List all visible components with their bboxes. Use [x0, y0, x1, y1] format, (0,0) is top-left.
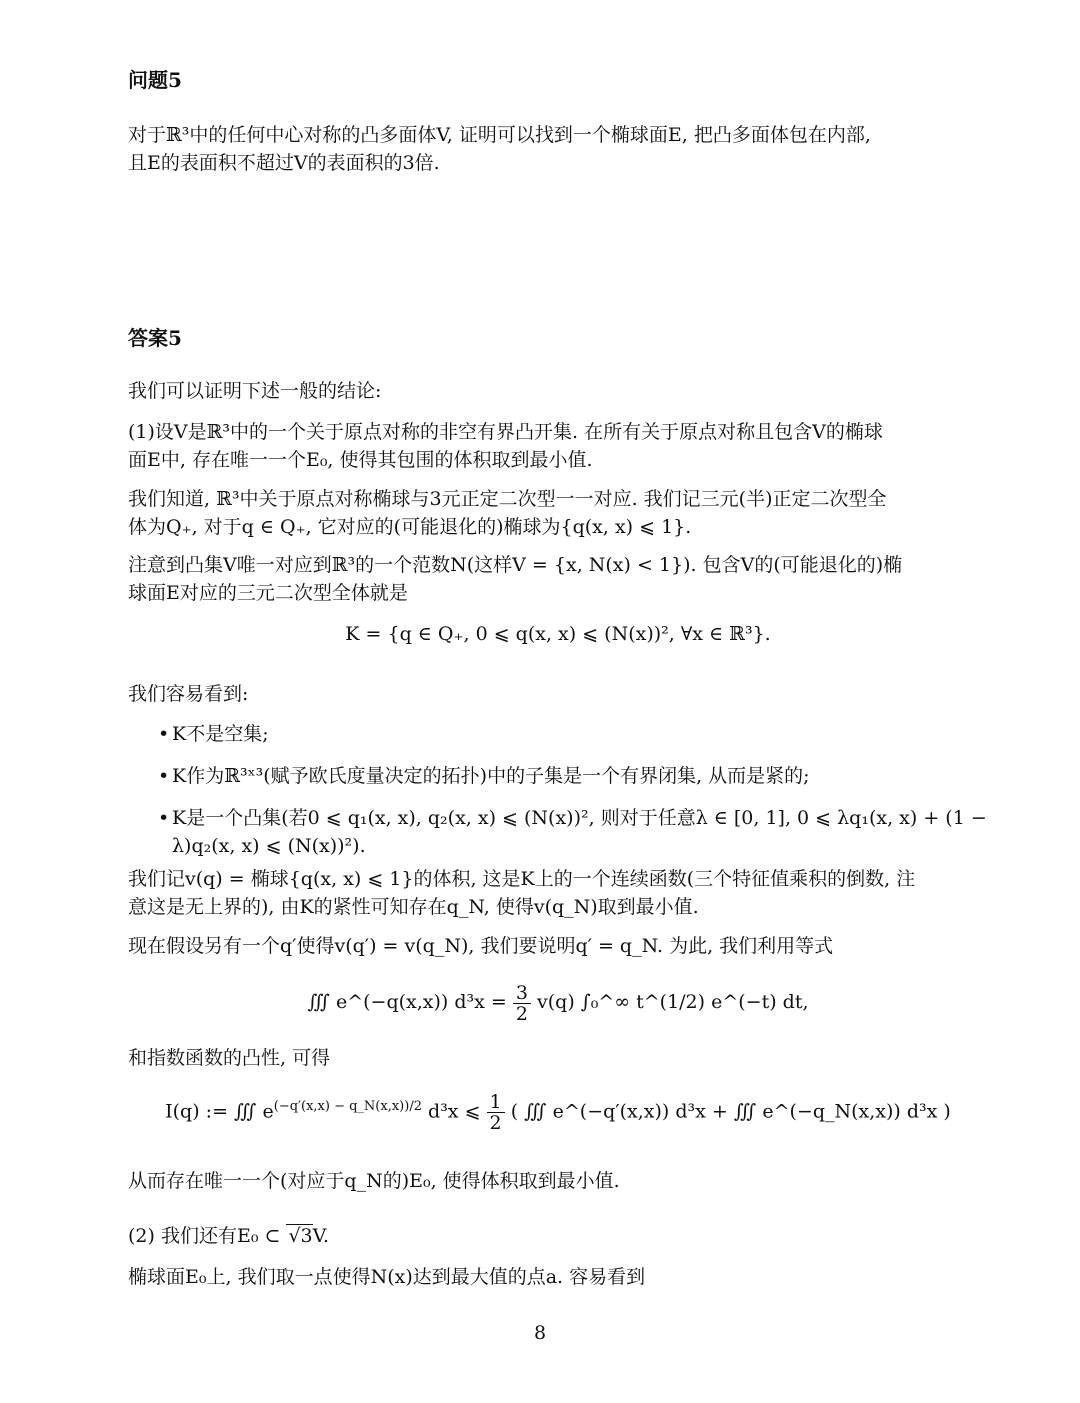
eq3-mid: d³x ⩽ — [428, 1100, 481, 1123]
claim-1-line-1: (1)设V是ℝ³中的一个关于原点对称的非空有界凸开集. 在所有关于原点对称且包含V的椭球 — [128, 421, 883, 443]
paragraph-norm-line-1: 注意到凸集V唯一对应到ℝ³的一个范数N(这样V = {x, N(x) < 1}). 包含V的(可能退化的)椭 — [128, 554, 903, 576]
answer-heading: 答案5 — [128, 326, 182, 350]
paragraph-quadratic-line-2: 体为Q₊, 对于q ∈ Q₊, 它对应的(可能退化的)椭球为{q(x, x) ⩽ 1}. — [128, 516, 692, 538]
problem-heading: 问题5 — [128, 68, 182, 92]
claim-1-line-2: 面E中, 存在唯一一个E₀, 使得其包围的体积取到最小值. — [128, 449, 593, 471]
eq3-fraction — [487, 1092, 505, 1133]
paragraph-observe: 我们容易看到: — [128, 683, 249, 705]
answer-intro: 我们可以证明下述一般的结论: — [128, 380, 382, 402]
eq2-lhs: ∭ e^(−q(x,x)) d³x = — [307, 991, 507, 1013]
eq3-denominator: 2 — [489, 1111, 502, 1134]
eq2-denominator: 2 — [515, 1002, 528, 1025]
property-list — [128, 720, 988, 874]
paragraph-norm-line-2: 球面E对应的三元二次型全体就是 — [128, 582, 408, 604]
eq3-exponent: (−q′(x,x) − q_N(x,x))/2 — [273, 1099, 422, 1114]
eq2-fraction — [513, 983, 531, 1024]
paragraph-uniqueness: 现在假设另有一个q′使得v(q′) = v(q_N), 我们要说明q′ = q_N. 为此, 我们利用等式 — [128, 935, 834, 957]
paragraph-max-point: 椭球面E₀上, 我们取一点使得N(x)达到最大值的点a. 容易看到 — [128, 1266, 646, 1288]
paragraph-convexity: 和指数函数的凸性, 可得 — [128, 1047, 331, 1069]
page-number: 8 — [533, 1322, 547, 1344]
eq2-numerator: 3 — [513, 983, 531, 1004]
equation-k-set: K = {q ∈ Q₊, 0 ⩽ q(x, x) ⩽ (N(x))², ∀x ∈ ℝ³}. — [345, 623, 771, 645]
equation-gaussian-integral — [128, 980, 988, 1024]
claim-2 — [128, 1222, 988, 1250]
eq3-lhs: I(q) := ∭ e — [165, 1100, 274, 1123]
claim-2-tail: V. — [312, 1225, 330, 1247]
paragraph-quadratic-line-1: 我们知道, ℝ³中关于原点对称椭球与3元正定二次型一一对应. 我们记三元(半)正定二次型全 — [128, 488, 887, 510]
paragraph-volume-line-1: 我们记v(q) = 椭球{q(x, x) ⩽ 1}的体积, 这是K上的一个连续函数(三个特征值乘积的倒数, 注 — [128, 868, 916, 890]
equation-i-of-q — [128, 1085, 988, 1133]
problem-text-line-1: 对于ℝ³中的任何中心对称的凸多面体V, 证明可以找到一个椭球面E, 把凸多面体包在内部, — [128, 124, 871, 146]
eq3-rhs: ( ∭ e^(−q′(x,x)) d³x + ∭ e^(−q_N(x,x)) d³x ) — [510, 1100, 951, 1123]
eq2-rhs: v(q) ∫₀^∞ t^(1/2) e^(−t) dt, — [537, 991, 809, 1013]
sqrt-three: √3 — [288, 1225, 313, 1247]
list-item: • K作为ℝ³ˣ³(赋予欧氏度量决定的拓扑)中的子集是一个有界闭集, 从而是紧的; — [128, 762, 988, 790]
list-item: • K不是空集; — [128, 720, 988, 748]
claim-2-text: (2) 我们还有E₀ ⊂ — [128, 1225, 287, 1247]
paragraph-volume-line-2: 意这是无上界的), 由K的紧性可知存在q_N, 使得v(q_N)取到最小值. — [128, 896, 699, 918]
paragraph-conclusion-1: 从而存在唯一一个(对应于q_N的)E₀, 使得体积取到最小值. — [128, 1170, 620, 1192]
eq3-numerator: 1 — [487, 1092, 505, 1113]
problem-text-line-2: 且E的表面积不超过V的表面积的3倍. — [128, 152, 440, 174]
list-item: • K是一个凸集(若0 ⩽ q₁(x, x), q₂(x, x) ⩽ (N(x))², 则对于任意λ ∈ [0, 1], 0 ⩽ λq₁(x, x) + (1 − λ)q₂(x, x) ⩽ (N(x))²). — [128, 804, 988, 860]
